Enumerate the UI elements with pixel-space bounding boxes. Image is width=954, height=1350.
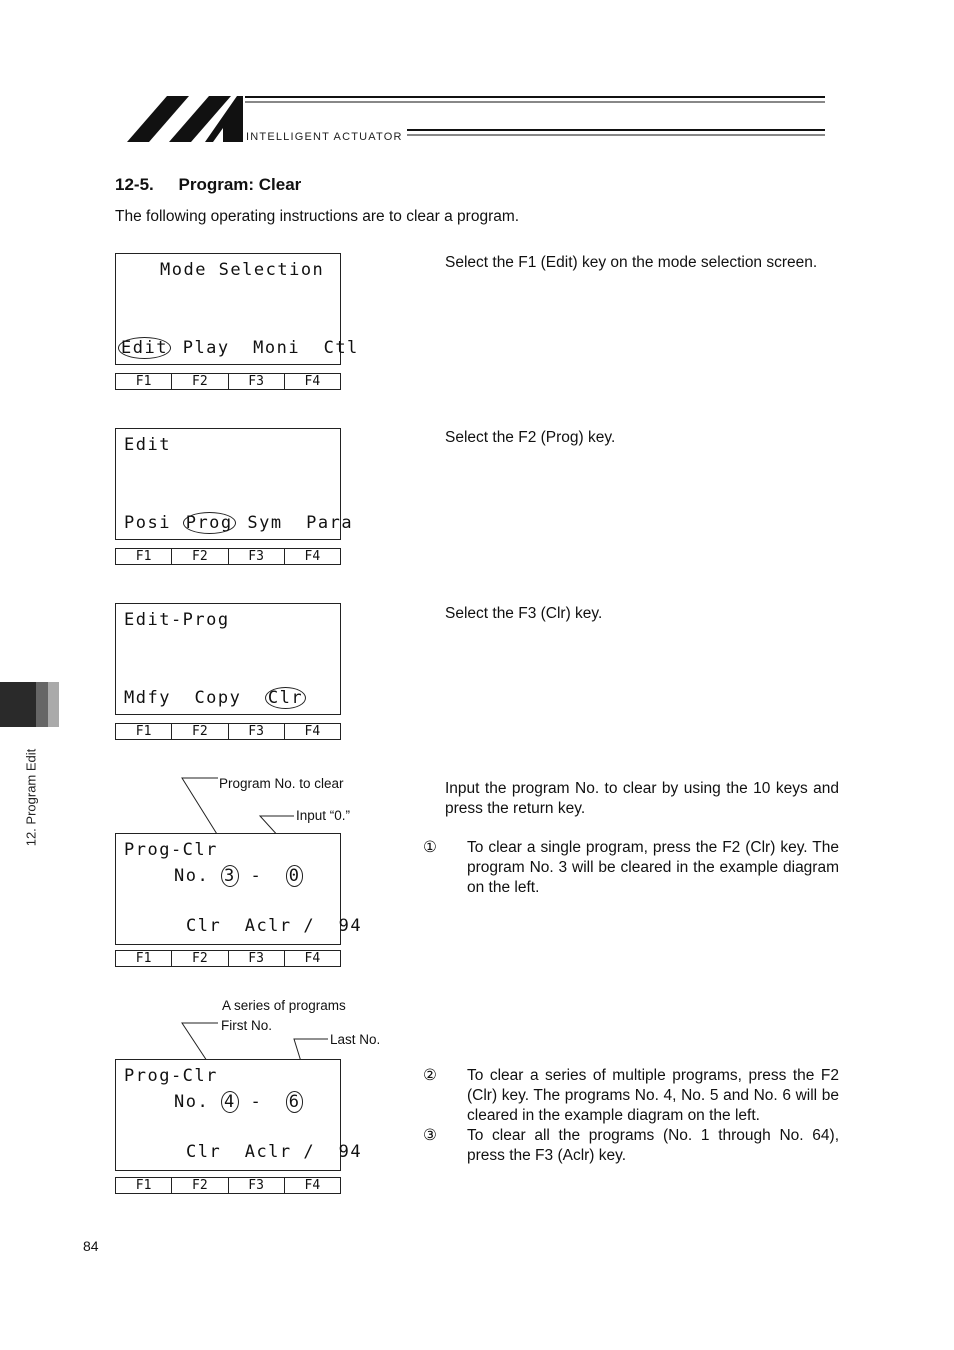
lcd-key-play: Play (182, 338, 230, 358)
lcd-key-clr-highlighted: Clr (265, 687, 306, 709)
logo-text: INTELLIGENT ACTUATOR (246, 131, 403, 143)
function-keys-row (115, 950, 341, 967)
instruction-note1 (423, 838, 839, 898)
lcd-key-posi: Posi (124, 513, 171, 533)
lcd-line1: Edit-Prog (124, 610, 230, 630)
company-logo (127, 94, 827, 146)
instruction-step1: Select the F1 (Edit) key on the mode selection screen. (445, 254, 818, 271)
side-tab-block-mid (36, 682, 48, 727)
note2-marker: ② (423, 1067, 437, 1084)
lcd-key-clr: Clr (186, 1142, 222, 1162)
lcd-key-ctl: Ctl (323, 338, 359, 358)
f1-key[interactable]: F1 (116, 549, 172, 564)
lcd-line1: Prog-Clr (124, 1066, 218, 1086)
f3-key[interactable]: F3 (229, 951, 285, 966)
lcd-bottom-row (118, 338, 359, 358)
function-keys-row (115, 1177, 341, 1194)
lcd-line1: Prog-Clr (124, 840, 218, 860)
instruction-notes-block (423, 1066, 839, 1166)
note1-text: To clear a single program, press the F2 (Clr) key. The program No. 3 will be cleared in the example diagram on the left. (467, 839, 839, 896)
f1-key[interactable]: F1 (116, 374, 172, 389)
f1-key[interactable]: F1 (116, 1178, 172, 1193)
f2-key[interactable]: F2 (172, 951, 228, 966)
lcd-key-copy: Copy (194, 688, 242, 708)
page-number: 84 (83, 1238, 99, 1254)
f1-key[interactable]: F1 (116, 951, 172, 966)
lcd-dash: - (250, 1092, 263, 1112)
function-keys-row (115, 723, 341, 740)
lcd-key-aclr: Aclr (244, 1142, 292, 1162)
lcd-no-label: No. (174, 866, 210, 886)
lcd-key-moni: Moni (253, 338, 301, 358)
f3-key[interactable]: F3 (229, 724, 285, 739)
lcd-no-label: No. (174, 1092, 210, 1112)
lcd-first-no: 4 (221, 1091, 239, 1113)
lcd-key-prog-highlighted: Prog (183, 512, 236, 534)
f2-key[interactable]: F2 (172, 1178, 228, 1193)
callout-program-no: Program No. to clear (219, 776, 344, 791)
side-tab-block-light (48, 682, 59, 727)
callout-last-no: Last No. (330, 1032, 381, 1047)
lcd-key-para: Para (306, 513, 354, 533)
note3-marker: ③ (423, 1127, 437, 1144)
lcd-screen-prog-clr-single (115, 833, 363, 945)
side-tab-label: 12. Program Edit (23, 748, 39, 847)
section-number: 12-5. (115, 175, 154, 194)
f4-key[interactable]: F4 (304, 1178, 321, 1193)
lcd-line1: Edit (124, 435, 171, 455)
instruction-step2: Select the F2 (Prog) key. (445, 429, 616, 446)
lcd-screen-edit (115, 428, 354, 540)
function-keys-row (115, 548, 341, 565)
instruction-step4-block (423, 779, 839, 898)
note2-text: To clear a series of multiple programs, press the F2 (Clr) key. The programs No. 4, No. 5 and No. 6 will be cleared in the example diagram on the left. (467, 1067, 839, 1124)
lcd-slash: / (303, 916, 316, 936)
callout-first-no: First No. (221, 1018, 273, 1033)
lcd-line1: Mode Selection (160, 260, 325, 280)
function-keys-row (115, 373, 341, 390)
instruction-step3: Select the F3 (Clr) key. (445, 605, 603, 622)
lcd-key-aclr: Aclr (244, 916, 292, 936)
lcd-bottom-row (124, 688, 306, 708)
lcd-slash: / (303, 1142, 316, 1162)
lcd-count: 94 (338, 1142, 363, 1162)
f4-key[interactable]: F4 (304, 374, 321, 389)
note1-marker: ① (423, 839, 437, 856)
f2-key[interactable]: F2 (172, 374, 228, 389)
f4-key[interactable]: F4 (304, 724, 321, 739)
lcd-key-edit-highlighted: Edit (118, 337, 171, 359)
lcd-first-no: 3 (221, 865, 239, 887)
f3-key[interactable]: F3 (229, 549, 285, 564)
f3-key[interactable]: F3 (229, 374, 285, 389)
lcd-bottom-row (186, 916, 362, 936)
lcd-last-no: 0 (286, 865, 304, 887)
section-title-text: Program: Clear (178, 175, 302, 194)
callout-input-zero: Input “0.” (296, 808, 351, 823)
lcd-key-mdfy: Mdfy (124, 688, 171, 708)
lcd-key-sym: Sym (247, 513, 283, 533)
f3-key[interactable]: F3 (229, 1178, 285, 1193)
lcd-last-no: 6 (286, 1091, 304, 1113)
lcd-dash: - (250, 866, 263, 886)
side-tab-block (0, 682, 36, 727)
note3-text: To clear all the programs (No. 1 through No. 64), press the F3 (Aclr) key. (467, 1127, 839, 1164)
f4-key[interactable]: F4 (304, 549, 321, 564)
lcd-screen-prog-clr-series (115, 1059, 363, 1171)
f1-key[interactable]: F1 (116, 724, 172, 739)
section-title (115, 175, 301, 195)
f2-key[interactable]: F2 (172, 549, 228, 564)
lcd-count: 94 (338, 916, 363, 936)
instruction-note2 (423, 1066, 839, 1126)
lcd-line2 (174, 866, 303, 886)
f2-key[interactable]: F2 (172, 724, 228, 739)
f4-key[interactable]: F4 (304, 951, 321, 966)
section-intro: The following operating instructions are to clear a program. (115, 208, 520, 225)
instruction-note3 (423, 1126, 839, 1166)
instruction-step4: Input the program No. to clear by using the 10 keys and press the return key. (445, 780, 839, 817)
lcd-key-clr: Clr (186, 916, 222, 936)
lcd-screen-mode-selection (115, 253, 359, 365)
callout-series: A series of programs (222, 998, 346, 1013)
lcd-screen-edit-prog (115, 603, 341, 715)
lcd-bottom-row (124, 513, 353, 533)
lcd-bottom-row (186, 1142, 362, 1162)
lcd-line2 (174, 1092, 303, 1112)
iai-logo-icon (127, 94, 827, 146)
